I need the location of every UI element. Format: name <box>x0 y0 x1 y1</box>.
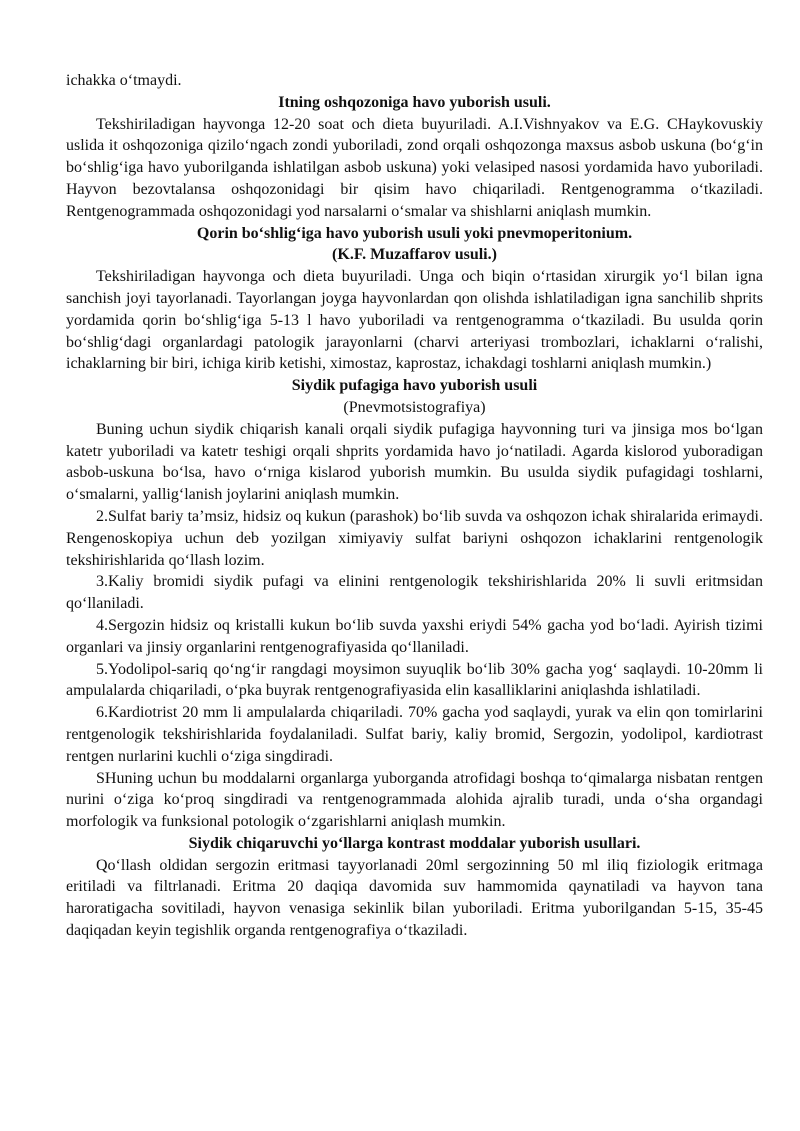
heading-urinary-contrast: Siydik chiqaruvchi yo‘llarga kontrast moddalar yuborish usullari. <box>188 834 641 852</box>
heading-muzaffarov-method: (K.F. Muzaffarov usuli.) <box>332 246 497 264</box>
paragraph-yodolipol: 5.Yodolipol-sariq qo‘ng‘ir rangdagi moysimon suyuqlik bo‘lib 30% gacha yog‘ saqlaydi. 10-20mm li ampulalarda chiqariladi, o‘pka buyrak rentgenografiyasida elin kasalliklarini aniqlashda ishlatiladi. <box>66 660 763 700</box>
paragraph-sergozin-preparation: Qo‘llash oldidan sergozin eritmasi tayyorlanadi 20ml sergozinning 50 ml iliq fiziologik eritmaga eritiladi va filtrlanadi. Eritma 20 daqiqa davomida suv hammomida qaynatiladi va hayvon tana haroratigacha sovitiladi, hayvon venasiga sekinlik bilan yuboriladi. Eritma yuborilgandan 5-15, 35-45 daqiqadan keyin tegishlik organda rentgenografiya o‘tkaziladi. <box>66 856 763 940</box>
subheading-pneumocystography: (Pnevmotsistografiya) <box>343 398 486 416</box>
paragraph-kardiotrist: 6.Kardiotrist 20 mm li ampulalarda chiqariladi. 70% gacha yod saqlaydi, yurak va elin qon tomirlarini rentgenologik tekshirishlarida foydalaniladi. Sulfat bariy, kaliy bromid, Sergozin, yodolipol, kardiotrast rentgen nurlarini kuchli o‘ziga singdiradi. <box>66 704 763 765</box>
paragraph-continuation: ichakka o‘tmaydi. <box>66 72 182 89</box>
paragraph-dog-stomach-method: Tekshiriladigan hayvonga 12-20 soat och dieta buyuriladi. A.I.Vishnyakov va E.G. CHaykovuskiy uslida it oshqozoniga qizilo‘ngach zondi yuboriladi, zond orqali oshqozonga maxsus asbob uskuna (bo‘g‘in bo‘shlig‘iga havo yuborilganda ishlatilgan asbob uskuna) yoki velasiped nasosi yordamida havo yuboriladi. Hayvon bezovtalansa oshqozonidagi bir qisim havo chiqariladi. Rentgenogramma o‘tkaziladi. Rentgenogrammada oshqozonidagi yod narsalarni o‘smalar va shishlarni aniqlash mumkin. <box>66 115 763 220</box>
paragraph-pneumoperitonium-method: Tekshiriladigan hayvonga och dieta buyuriladi. Unga och biqin o‘rtasidan xirurgik yo‘l bilan igna sanchish joyi tayorlanadi. Tayorlangan joyga hayvonlardan qon olishda ishlatiladigan igna sanchilib shprits yordamida qorin bo‘shlig‘iga 5-13 l havo yuboriladi va rentgenogramma o‘tkaziladi. Bu usulda qorin bo‘shlig‘dagi organlardagi patologik jarayonlarni (charvi arteriyasi trombozlari, ichaklarni o‘ralishi, ichaklarning bir biri, ichiga kirib ketishi, ximostaz, kaprostaz, ichakdagi toshlarni aniqlash mumkin.) <box>66 268 763 373</box>
heading-bladder-air: Siydik pufagiga havo yuborish usuli <box>291 377 538 395</box>
heading-dog-stomach-air: Itning oshqozoniga havo yuborish usuli. <box>278 93 551 111</box>
heading-pneumoperitonium: Qorin bo‘shlig‘iga havo yuborish usuli yoki pnevmoperitonium. <box>196 224 633 242</box>
paragraph-potassium-bromide: 3.Kaliy bromidi siydik pufagi va elinini rentgenologik tekshirishlarida 20% li suvli eritmsidan qo‘llaniladi. <box>66 573 763 613</box>
document-page <box>66 70 763 942</box>
paragraph-sergozin: 4.Sergozin hidsiz oq kristalli kukun bo‘lib suvda yaxshi eriydi 54% gacha yod bo‘ladi. Ayirish tizimi organlari va jinsiy organlarini rentgenografiyasida qo‘llaniladi. <box>66 616 763 656</box>
paragraph-barium-sulfate: 2.Sulfat bariy ta’msiz, hidsiz oq kukun (parashok) bo‘lib suvda va oshqozon ichak shiralarida erimaydi. Rengenoskopiya uchun deb yozilgan ximiyaviy sulfat bariyni oshqozon ichaklarini rentgenologik tekshirishlarida qo‘llash lozim. <box>66 507 763 569</box>
paragraph-bladder-method: Buning uchun siydik chiqarish kanali orqali siydik pufagiga hayvonning turi va jinsiga mos bo‘lgan katetr yuboriladi va katetr teshigi orqali shprits yordamida havo jo‘natiladi. Agarda kislorod yuboradigan asbob-uskuna bo‘lsa, havo o‘rniga kislarod yuborish mumkin. Bu usulda siydik pufagidagi toshlarni, o‘smalarni, yallig‘lanish joylarini aniqlash mumkin. <box>66 420 763 504</box>
paragraph-contrast-summary: SHuning uchun bu moddalarni organlarga yuborganda atrofidagi boshqa to‘qimalarga nisbatan rentgen nurini o‘ziga ko‘proq singdiradi va rentgenogrammada alohida ajralib turadi, unda o‘sha organdagi morfologik va funksional potologik o‘zgarishlarni aniqlash mumkin. <box>66 769 763 831</box>
